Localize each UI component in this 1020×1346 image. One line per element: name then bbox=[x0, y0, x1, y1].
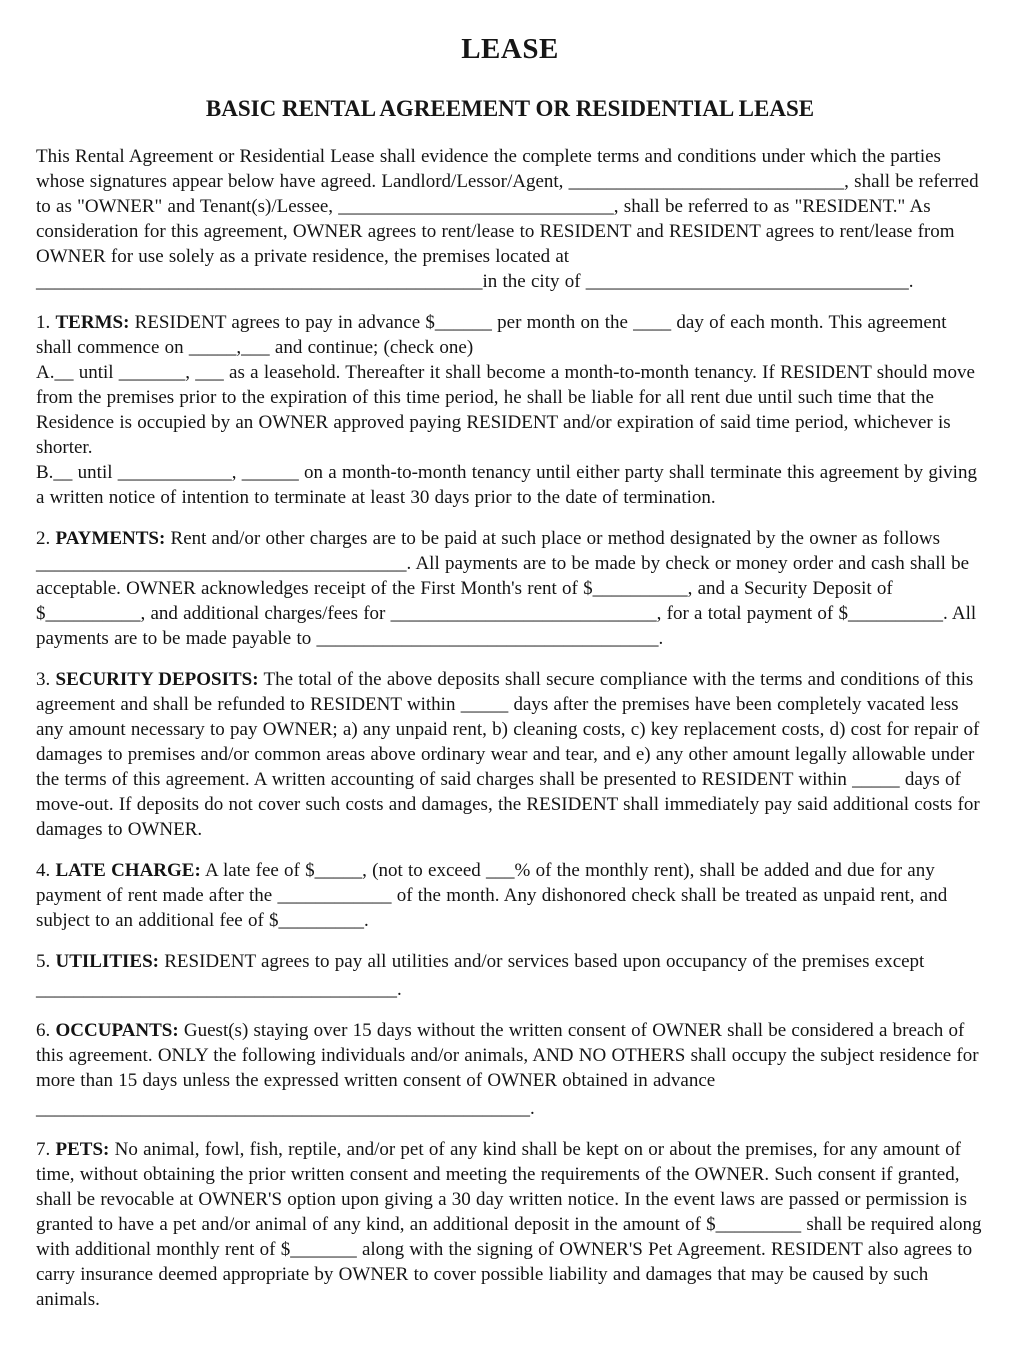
section-number: 1. bbox=[36, 312, 51, 333]
section-terms-heading-line bbox=[36, 310, 984, 360]
section-body: The total of the above deposits shall secure compliance with the terms and conditions of this agreement and shall be refunded to RESIDENT within _____ days after the premises have been completely vacated less any amount necessary to pay OWNER; a) any unpaid rent, b) cleaning costs, c) key replacement costs, d) cost for repair of damages to premises and/or common areas above ordinary wear and tear, and e) any other amount legally allowable under the terms of this agreement. A written accounting of said charges shall be presented to RESIDENT within _____ days of move-out. If deposits do not cover such costs and damages, the RESIDENT shall immediately pay said additional costs for damages to OWNER. bbox=[36, 669, 980, 840]
document-subtitle: BASIC RENTAL AGREEMENT OR RESIDENTIAL LEASE bbox=[205, 96, 815, 121]
section-occupants bbox=[36, 1018, 984, 1121]
section-title: OCCUPANTS: bbox=[55, 1020, 179, 1041]
section-title: PETS: bbox=[55, 1139, 110, 1160]
fill-in-blank-line: ____________________________________________________. bbox=[36, 1098, 535, 1119]
section-title: PAYMENTS: bbox=[55, 528, 166, 549]
section-title: SECURITY DEPOSITS: bbox=[55, 669, 259, 690]
section-body: A late fee of $_____, (not to exceed ___% of the monthly rent), shall be added and due for any payment of rent made after the ____________ of the month. Any dishonored check shall be treated as unpaid rent, and subject to an additional fee of $_________. bbox=[36, 860, 948, 931]
section-number: 2. bbox=[36, 528, 51, 549]
section-title: UTILITIES: bbox=[55, 951, 159, 972]
section-body: Rent and/or other charges are to be paid at such place or method designated by the owner as follows _______________________________________. All payments are to be made by check or money order and cash shall be acceptable. OWNER acknowledges receipt of the First Month's rent of $__________, and a Security Deposit of $__________, and additional charges/fees for ____________________________, for a total payment of $__________. All payments are to be made payable to ____________________________________. bbox=[36, 528, 977, 649]
intro-paragraph bbox=[36, 144, 984, 294]
section-title: LATE CHARGE: bbox=[55, 860, 201, 881]
section-number: 3. bbox=[36, 669, 51, 690]
section-payments bbox=[36, 526, 984, 651]
section-title: TERMS: bbox=[55, 312, 130, 333]
section-number: 4. bbox=[36, 860, 51, 881]
section-late-charge bbox=[36, 858, 984, 933]
section-utilities-text-line bbox=[36, 949, 984, 974]
option-b-line: B.__ until ____________, ______ on a month-to-month tenancy until either party shall terminate this agreement by giving a written notice of intention to terminate at least 30 days prior to the date of termination. bbox=[36, 462, 977, 508]
section-utilities bbox=[36, 949, 984, 1002]
section-pets bbox=[36, 1137, 984, 1312]
fill-in-blank-line: ______________________________________. bbox=[36, 979, 402, 1000]
intro-text: This Rental Agreement or Residential Lease shall evidence the complete terms and conditions under which the parties whose signatures appear below have agreed. Landlord/Lessor/Agent, _____________________________, shall be referred to as "OWNER" and Tenant(s)/Lessee, _____________________________, shall be referred to as "RESIDENT." As consideration for this agreement, OWNER agrees to rent/lease to RESIDENT and RESIDENT agrees to rent/lease from OWNER for use solely as a private residence, the premises located at _______________________________________________in the city of __________________________________. bbox=[36, 146, 979, 292]
section-body: Guest(s) staying over 15 days without the written consent of OWNER shall be considered a breach of this agreement. ONLY the following individuals and/or animals, AND NO OTHERS shall occupy the subject residence for more than 15 days unless the expressed written consent of OWNER obtained in advance bbox=[36, 1020, 979, 1091]
section-body: RESIDENT agrees to pay all utilities and/or services based upon occupancy of the premises except bbox=[164, 951, 925, 972]
section-body: RESIDENT agrees to pay in advance $______ per month on the ____ day of each month. This agreement shall commence on _____,___ and continue; (check one) bbox=[36, 312, 947, 358]
section-occupants-text-line bbox=[36, 1018, 984, 1093]
section-body: No animal, fowl, fish, reptile, and/or pet of any kind shall be kept on or about the premises, for any amount of time, without obtaining the prior written consent and meeting the requirements of the OWNER. Such consent if granted, shall be revocable at OWNER'S option upon giving a 30 day written notice. In the event laws are passed or permission is granted to have a pet and/or animal of any kind, an additional deposit in the amount of $_________ shall be required along with additional monthly rent of $_______ along with the signing of OWNER'S Pet Agreement. RESIDENT also agrees to carry insurance deemed appropriate by OWNER to cover possible liability and damages that may be caused by such animals. bbox=[36, 1139, 982, 1310]
option-a-line: A.__ until _______, ___ as a leasehold. Thereafter it shall become a month-to-month tenancy. If RESIDENT should move from the premises prior to the expiration of this time period, he shall be liable for all rent due until such time that the Residence is occupied by an OWNER approved paying RESIDENT and/or expiration of said time period, whichever is shorter. bbox=[36, 362, 975, 458]
section-security-deposits bbox=[36, 667, 984, 842]
document-title: LEASE bbox=[461, 33, 559, 65]
section-number: 6. bbox=[36, 1020, 51, 1041]
section-number: 7. bbox=[36, 1139, 51, 1160]
section-number: 5. bbox=[36, 951, 51, 972]
section-terms bbox=[36, 310, 984, 510]
